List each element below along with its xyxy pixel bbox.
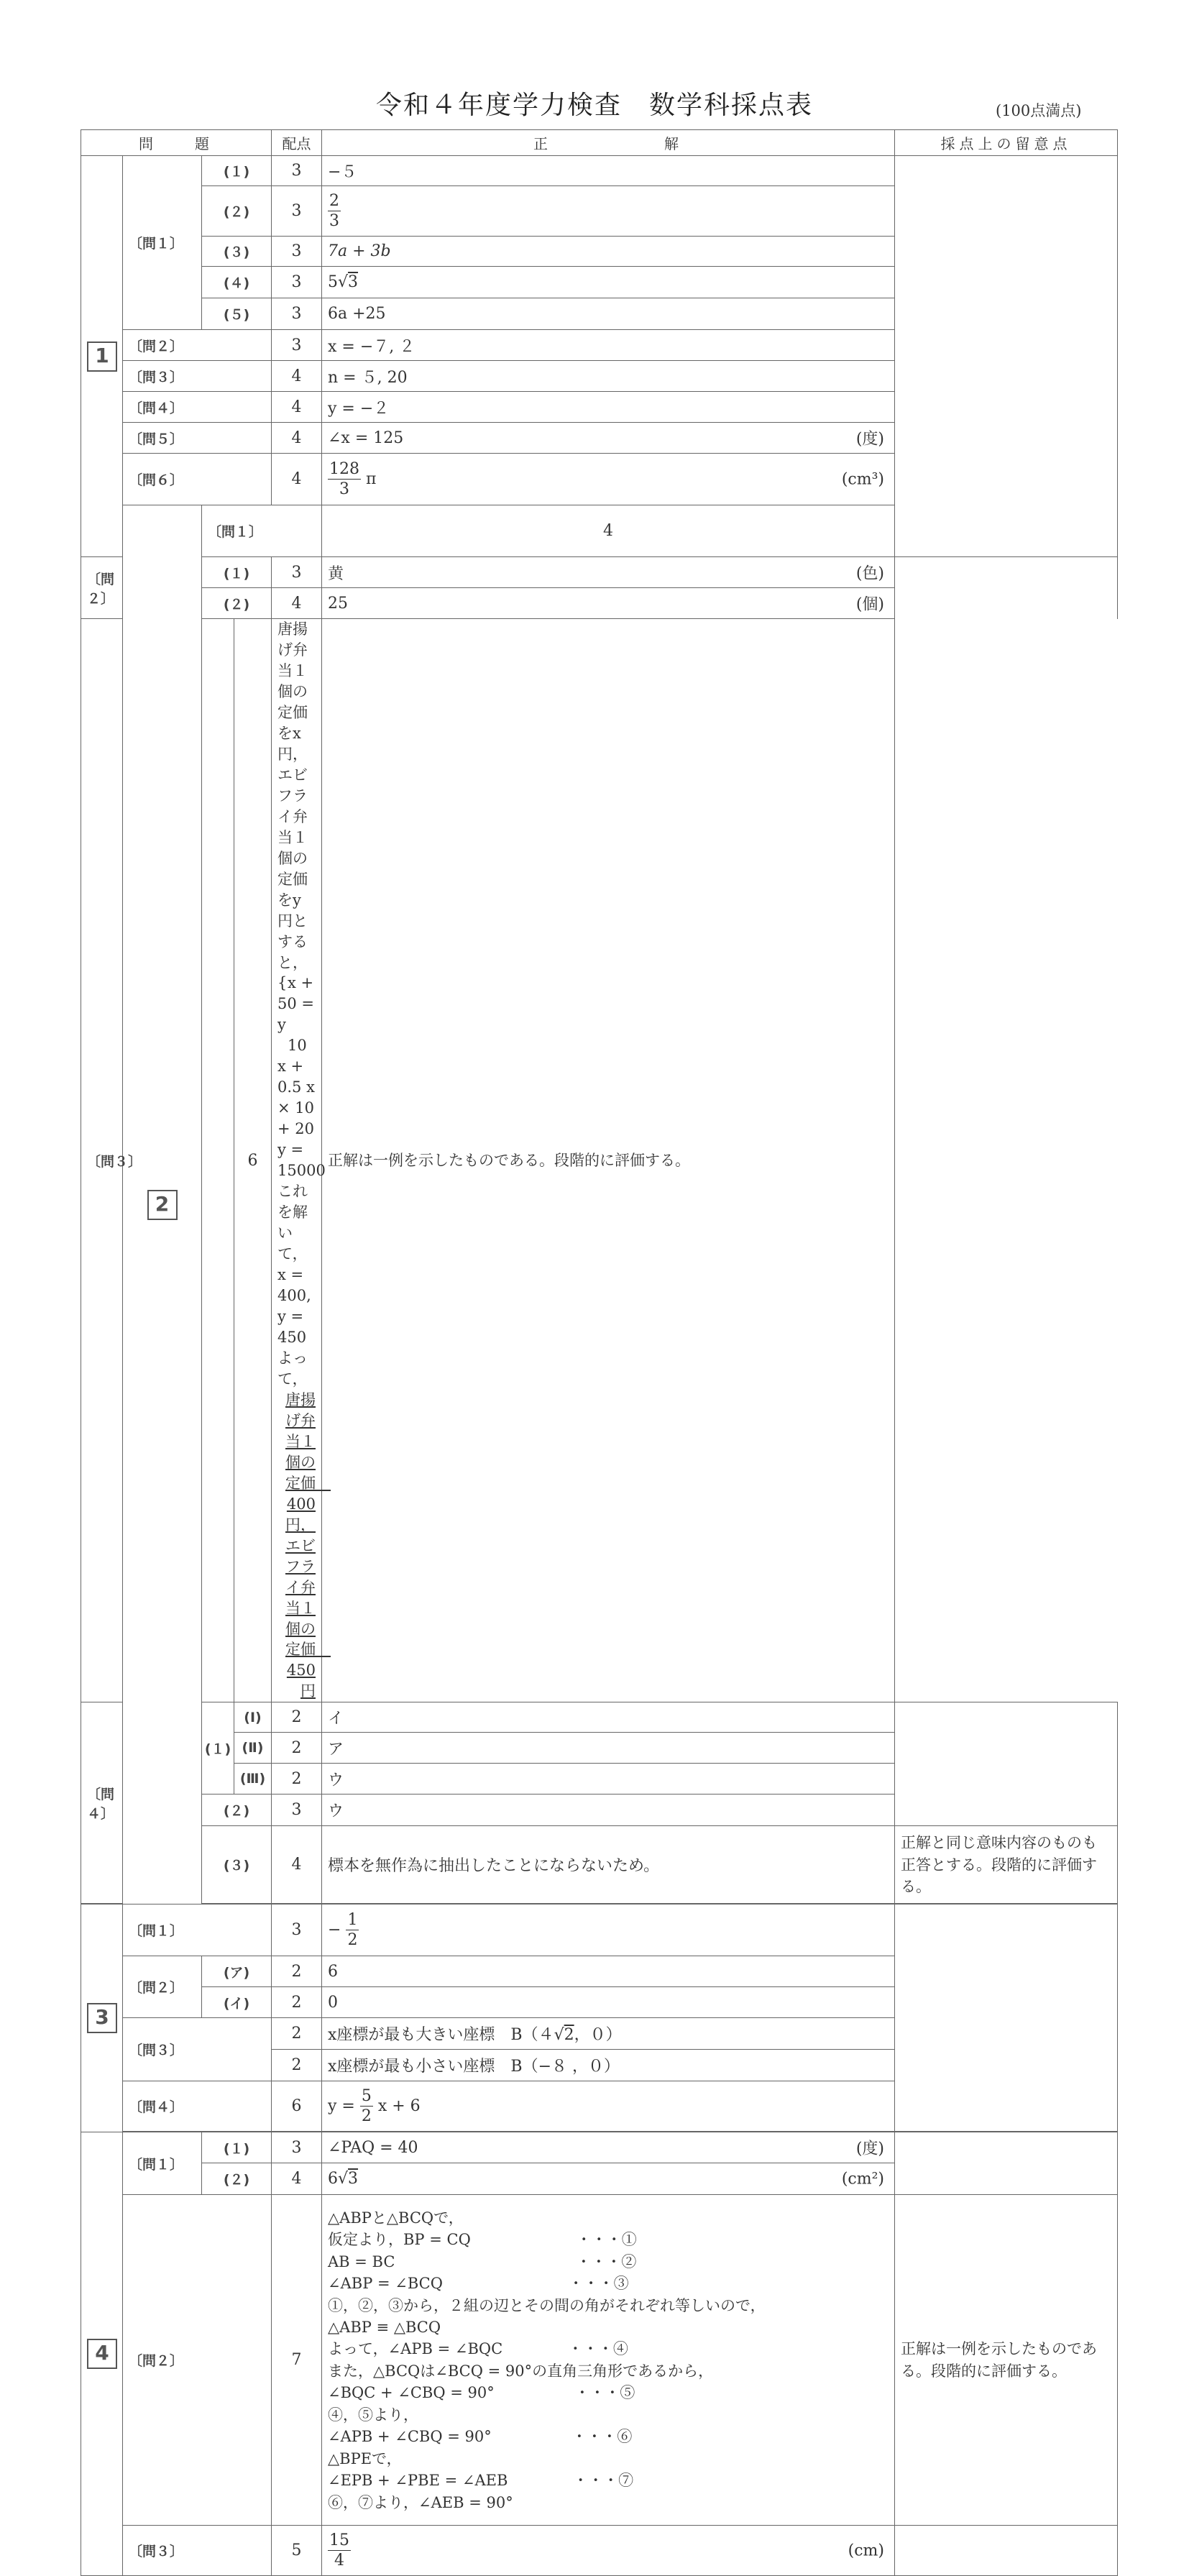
- answer: 黄 (色): [322, 557, 895, 588]
- table-row: [81, 1905, 1118, 1956]
- answer: x座標が最も大きい座標 B（４√2，０）: [322, 2018, 895, 2050]
- scoring-table: [81, 129, 1118, 2576]
- proof-line: また，△BCQは∠BCQ = 90°の直角三角形であるから，: [328, 2362, 714, 2380]
- question-label: 〔問３〕: [123, 2018, 272, 2081]
- points: 6: [272, 2081, 322, 2132]
- full-marks: (100点満点): [996, 102, 1082, 119]
- subquestion-label: (イ): [202, 1987, 272, 2018]
- table-row: [81, 557, 1118, 588]
- points: 7: [272, 2195, 322, 2526]
- points: 3: [272, 298, 322, 330]
- points: 4: [272, 361, 322, 392]
- question-label: 〔問２〕: [123, 330, 272, 361]
- answer: y = $\frac{5}{2}$ x + 6: [322, 2081, 895, 2132]
- proof-line: ∠ABP = ∠BCQ ・・・③: [328, 2275, 629, 2293]
- answer: −５: [322, 156, 895, 186]
- points: 4: [272, 588, 322, 619]
- header-notes: 採点上の留意点: [895, 130, 1118, 156]
- points: 4: [322, 505, 895, 557]
- unit: (度): [855, 430, 884, 449]
- proof-answer: [322, 2195, 895, 2526]
- notes-cell: [895, 2526, 1118, 2576]
- points: 3: [272, 1795, 322, 1826]
- subquestion-label: (１): [202, 156, 272, 186]
- points: 2: [272, 1764, 322, 1795]
- answer: イ: [322, 1702, 895, 1733]
- points: 3: [272, 186, 322, 237]
- answer: ウ: [322, 1764, 895, 1795]
- question-label: 〔問４〕: [123, 2081, 272, 2132]
- points: 6: [234, 619, 272, 1702]
- section-4-label: 4: [81, 2132, 123, 2576]
- points: 2: [272, 1956, 322, 1987]
- question-label: 〔問２〕: [123, 1956, 202, 2018]
- answer: 6: [322, 1956, 895, 1987]
- notes-cell: [895, 1702, 1118, 1826]
- subquestion-label: (２): [202, 186, 272, 237]
- proof-line: ∠APB + ∠CBQ = 90° ・・・⑥: [328, 2428, 633, 2446]
- points: 4: [272, 423, 322, 454]
- answer: ∠PAQ = 40 (度): [322, 2132, 895, 2163]
- table-row: [81, 2132, 1118, 2163]
- points: 3: [272, 557, 322, 588]
- fraction: $\frac{1}{2}$: [347, 1910, 358, 1950]
- points: 2: [272, 2050, 322, 2081]
- proof-line: ⑥，⑦より，∠AEB = 90°: [328, 2493, 513, 2511]
- proof-line: ①，②，③から，２組の辺とその間の角がそれぞれ等しいので，: [328, 2296, 766, 2314]
- subquestion-label: (１): [202, 2132, 272, 2163]
- subquestion-label: (３): [202, 1826, 272, 1904]
- question-label: 〔問３〕: [123, 361, 272, 392]
- points: 3: [272, 2132, 322, 2163]
- points: 3: [272, 156, 322, 186]
- question-label: 〔問４〕: [123, 392, 272, 423]
- note: 正解は一例を示したものである。段階的に評価する。: [322, 619, 895, 1702]
- answer: 0: [322, 1987, 895, 2018]
- subquestion-label: (２): [202, 1795, 272, 1826]
- unit: (個): [855, 595, 884, 614]
- question-label: 〔問２〕: [81, 557, 123, 619]
- answer: 25 (個): [322, 588, 895, 619]
- proof-line: △ABPと△BCQで，: [328, 2209, 464, 2227]
- answer: 6a +25: [322, 298, 895, 330]
- question-label: 〔問５〕: [123, 423, 272, 454]
- question-label: 〔問６〕: [123, 454, 272, 505]
- points: 4: [272, 2163, 322, 2195]
- answer: − $\frac{1}{2}$: [322, 1905, 895, 1956]
- answer: 5√3: [322, 267, 895, 298]
- subquestion-label: (１): [202, 557, 272, 588]
- question-label: 〔問１〕: [123, 156, 202, 330]
- note: 正解と同じ意味内容のものも正答とする。段階的に評価する。: [895, 1826, 1118, 1904]
- question-label: 〔問３〕: [123, 2526, 272, 2576]
- section-3-label: 3: [81, 1905, 123, 2132]
- note: 正解は一例を示したものである。段階的に評価する。: [895, 2195, 1118, 2526]
- answer: 標本を無作為に抽出したことにならないため。: [322, 1826, 895, 1904]
- points: 3: [272, 1905, 322, 1956]
- answer: 6√3 (cm²): [322, 2163, 895, 2195]
- fraction: $\frac{2}{3}$: [329, 191, 339, 230]
- subquestion-label: (２): [202, 2163, 272, 2195]
- proof-line: ∠EPB + ∠PBE = ∠AEB ・・・⑦: [328, 2472, 634, 2490]
- proof-line: ④，⑤より，: [328, 2406, 418, 2424]
- question-label: 〔問１〕: [123, 1905, 272, 1956]
- notes-cell: [895, 156, 1118, 557]
- answer: $\frac{128}{3}$ π (cm³): [322, 454, 895, 505]
- subquestion-label: (Ⅱ): [234, 1733, 272, 1764]
- answer: 唐揚げ弁当１個の定価をx円，エビフライ弁当１個の定価をy円とすると， {x + 50 = y 10 x + 0.5 x × 10 + 20 y = 15000 これを解いて，x = 400, y = 450 よって， 唐揚げ弁当１個の定価 400円，エビフライ弁当１個の定価 450円: [272, 619, 322, 1702]
- answer: [322, 2526, 895, 2576]
- table-row: [81, 588, 1118, 619]
- proof-line: AB = BC ・・・②: [328, 2252, 637, 2270]
- proof-line: よって，∠APB = ∠BQC ・・・④: [328, 2340, 628, 2358]
- proof-line: 仮定より，BP = CQ ・・・①: [328, 2231, 637, 2249]
- fraction: $\frac{128}{3}$: [329, 459, 359, 498]
- subquestion-label: (１): [202, 1702, 234, 1795]
- question-label: 〔問１〕: [123, 2132, 202, 2195]
- fraction: $\frac{15}{4}$: [329, 2531, 349, 2570]
- table-row: [81, 2195, 1118, 2526]
- subquestion-label: (ア): [202, 1956, 272, 1987]
- notes-cell: [895, 1905, 1118, 2132]
- points: 2: [272, 1987, 322, 2018]
- points: 4: [272, 392, 322, 423]
- proof-line: ∠BQC + ∠CBQ = 90° ・・・⑤: [328, 2384, 635, 2402]
- question-label: 〔問３〕: [81, 619, 234, 1702]
- answer: [322, 186, 895, 237]
- subquestion-label: (Ⅰ): [234, 1702, 272, 1733]
- section-2-label: 2: [123, 505, 202, 1905]
- table-row: [81, 1702, 1118, 1733]
- subquestion-label: (４): [202, 267, 272, 298]
- points: 2: [272, 1733, 322, 1764]
- proof-line: △ABP ≡ △BCQ: [328, 2319, 441, 2336]
- answer: 7a + 3b: [322, 237, 895, 267]
- unit: (cm³): [841, 470, 884, 488]
- points: 2: [272, 2018, 322, 2050]
- answer: ∠x = 125 (度): [322, 423, 895, 454]
- unit: (度): [855, 2140, 884, 2158]
- points: 4: [272, 454, 322, 505]
- table-header: [81, 130, 1118, 156]
- proof-line: △BPEで，: [328, 2449, 402, 2467]
- answer: x座標が最も小さい座標 B（−８ ，０）: [322, 2050, 895, 2081]
- header-answer: 正 解: [322, 130, 895, 156]
- points: 3: [272, 330, 322, 361]
- unit: (色): [855, 564, 884, 583]
- unit: (cm): [848, 2541, 884, 2560]
- question-label: 〔問２〕: [123, 2195, 272, 2526]
- page-title: 令和４年度学力検査 数学科採点表: [375, 91, 813, 120]
- table-row: [81, 156, 1118, 186]
- answer: ウ: [322, 1795, 895, 1826]
- points: 5: [272, 2526, 322, 2576]
- header-points: 配点: [272, 130, 322, 156]
- table-row: [81, 619, 1118, 1702]
- subquestion-label: (２): [202, 588, 272, 619]
- answer: n = ５, 20: [322, 361, 895, 392]
- header-problem: 問 題: [81, 130, 272, 156]
- question-label: 〔問１〕: [202, 505, 322, 557]
- points: 3: [272, 237, 322, 267]
- points: 2: [272, 1702, 322, 1733]
- points: 3: [272, 267, 322, 298]
- subquestion-label: (５): [202, 298, 272, 330]
- fraction: $\frac{5}{2}$: [361, 2086, 372, 2126]
- subquestion-label: (３): [202, 237, 272, 267]
- answer: ア: [322, 1733, 895, 1764]
- answer: x = −７, ２: [322, 330, 895, 361]
- notes-cell: [895, 2132, 1118, 2195]
- points: 4: [272, 1826, 322, 1904]
- unit: (cm²): [841, 2170, 884, 2188]
- table-row: [81, 2526, 1118, 2576]
- question-label: 〔問４〕: [81, 1702, 123, 1904]
- table-row: [81, 1826, 1118, 1904]
- subquestion-label: (Ⅲ): [234, 1764, 272, 1795]
- answer: y = −２: [322, 392, 895, 423]
- section-1-label: 1: [81, 156, 123, 557]
